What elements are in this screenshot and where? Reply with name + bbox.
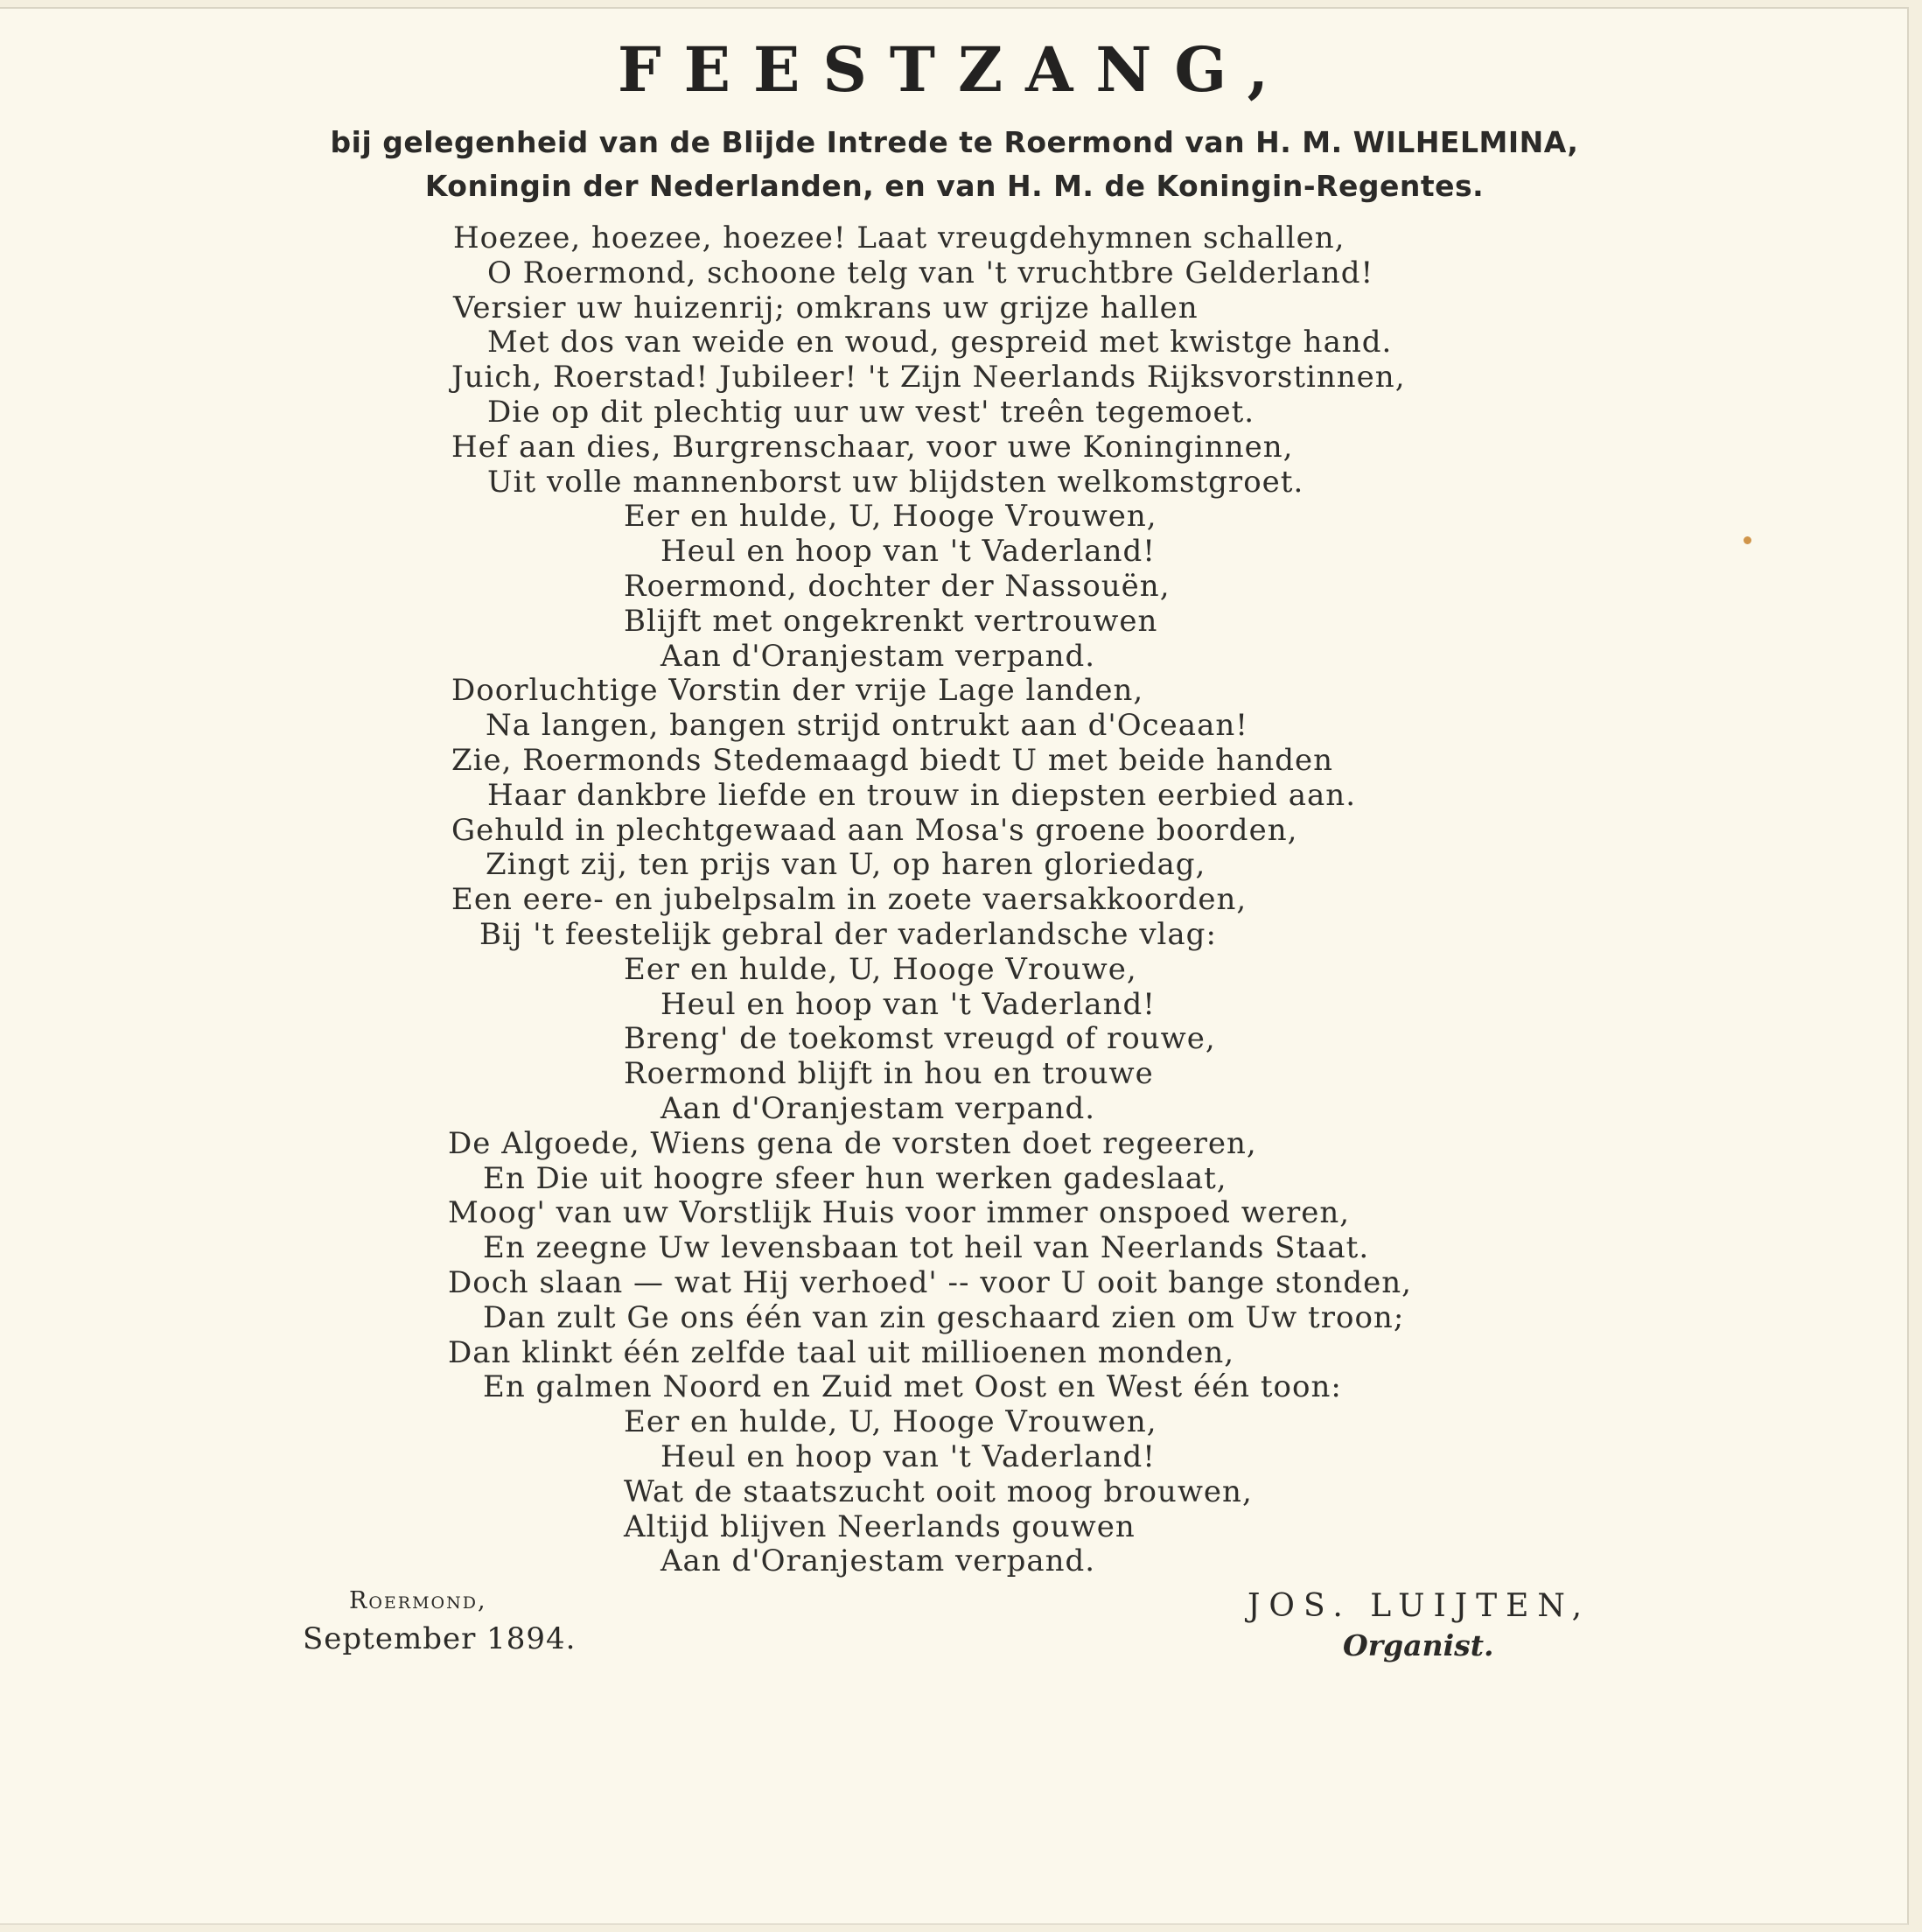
place-of-writing: Roermond, (349, 1587, 487, 1614)
poem-line: Doch slaan — wat Hij verhoed' -- voor U ooit bange stonden, (448, 1265, 1412, 1300)
poem-line: Eer en hulde, U, Hooge Vrouwen, (624, 499, 1157, 534)
poem-line: Heul en hoop van 't Vaderland! (660, 1439, 1156, 1474)
poem-line: Hef aan dies, Burgrenschaar, voor uwe Koninginnen, (451, 430, 1294, 465)
poem-line: Zie, Roermonds Stedemaagd biedt U met beide handen (451, 743, 1333, 778)
poem-line: Wat de staatszucht ooit moog brouwen, (624, 1474, 1253, 1509)
poem-line: Roermond blijft in hou en trouwe (624, 1056, 1154, 1091)
poem-line: Roermond, dochter der Nassouën, (624, 569, 1171, 604)
poem-line: Aan d'Oranjestam verpand. (660, 1544, 1096, 1578)
author-name: JOS. LUIJTEN, (1248, 1588, 1591, 1624)
poem-line: Dan klinkt één zelfde taal uit millioenen monden, (448, 1335, 1235, 1370)
poem-line: De Algoede, Wiens gena de vorsten doet regeeren, (448, 1126, 1257, 1161)
poem-line: Doorluchtige Vorstin der vrije Lage landen, (451, 673, 1144, 708)
poem-line: Aan d'Oranjestam verpand. (660, 639, 1096, 674)
poem-line: Gehuld in plechtgewaad aan Mosa's groene boorden, (451, 813, 1298, 848)
author-role: Organist. (1343, 1628, 1494, 1662)
poem-line: Eer en hulde, U, Hooge Vrouwen, (624, 1404, 1157, 1439)
poem-line: Bij 't feestelijk gebral der vaderlandsche vlag: (479, 917, 1217, 952)
poem-line: Een eere- en jubelpsalm in zoete vaersakkoorden, (451, 882, 1248, 917)
document-page (0, 7, 1909, 1925)
poem-line: En Die uit hoogre sfeer hun werken gadeslaat, (483, 1161, 1227, 1196)
page-title: FEESTZANG, (617, 33, 1292, 106)
poem-line: Uit volle mannenborst uw blijdsten welkomstgroet. (487, 465, 1304, 500)
poem-line: Die op dit plechtig uur uw vest' treên tegemoet. (487, 395, 1255, 430)
subtitle-line-1: bij gelegenheid van de Blijde Intrede te Roermond van H. M. WILHELMINA, (330, 125, 1579, 159)
poem-line: Altijd blijven Neerlands gouwen (624, 1509, 1136, 1544)
poem-line: Eer en hulde, U, Hooge Vrouwe, (624, 952, 1137, 987)
poem-line: Na langen, bangen strijd ontrukt aan d'Oceaan! (486, 708, 1248, 743)
poem-line: Dan zult Ge ons één van zin geschaard zien om Uw troon; (483, 1300, 1405, 1335)
poem-line: Breng' de toekomst vreugd of rouwe, (624, 1021, 1216, 1056)
poem-line: Heul en hoop van 't Vaderland! (660, 534, 1156, 569)
poem-line: Versier uw huizenrij; omkrans uw grijze hallen (453, 290, 1199, 326)
date-of-writing: September 1894. (303, 1621, 577, 1656)
poem-line: Moog' van uw Vorstlijk Huis voor immer onspoed weren, (448, 1195, 1351, 1230)
poem-line: Aan d'Oranjestam verpand. (660, 1091, 1096, 1126)
poem-line: En zeegne Uw levensbaan tot heil van Neerlands Staat. (483, 1230, 1370, 1265)
poem-line: Hoezee, hoezee, hoezee! Laat vreugdehymnen schallen, (453, 220, 1345, 256)
poem-line: En galmen Noord en Zuid met Oost en West één toon: (483, 1369, 1342, 1404)
poem-line: Met dos van weide en woud, gespreid met kwistge hand. (487, 325, 1393, 360)
poem-line: Zingt zij, ten prijs van U, op haren gloriedag, (486, 847, 1206, 882)
paper-stain (1744, 536, 1751, 544)
poem-line: Haar dankbre liefde en trouw in diepsten eerbied aan. (487, 778, 1357, 813)
poem-line: Blijft met ongekrenkt vertrouwen (624, 604, 1158, 639)
subtitle-line-2: Koningin der Nederlanden, en van H. M. de Koningin-Regentes. (424, 169, 1485, 203)
poem-line: Heul en hoop van 't Vaderland! (660, 987, 1156, 1022)
poem-line: Juich, Roerstad! Jubileer! 't Zijn Neerlands Rijksvorstinnen, (451, 360, 1406, 395)
poem-line: O Roermond, schoone telg van 't vruchtbre Gelderland! (487, 256, 1374, 290)
